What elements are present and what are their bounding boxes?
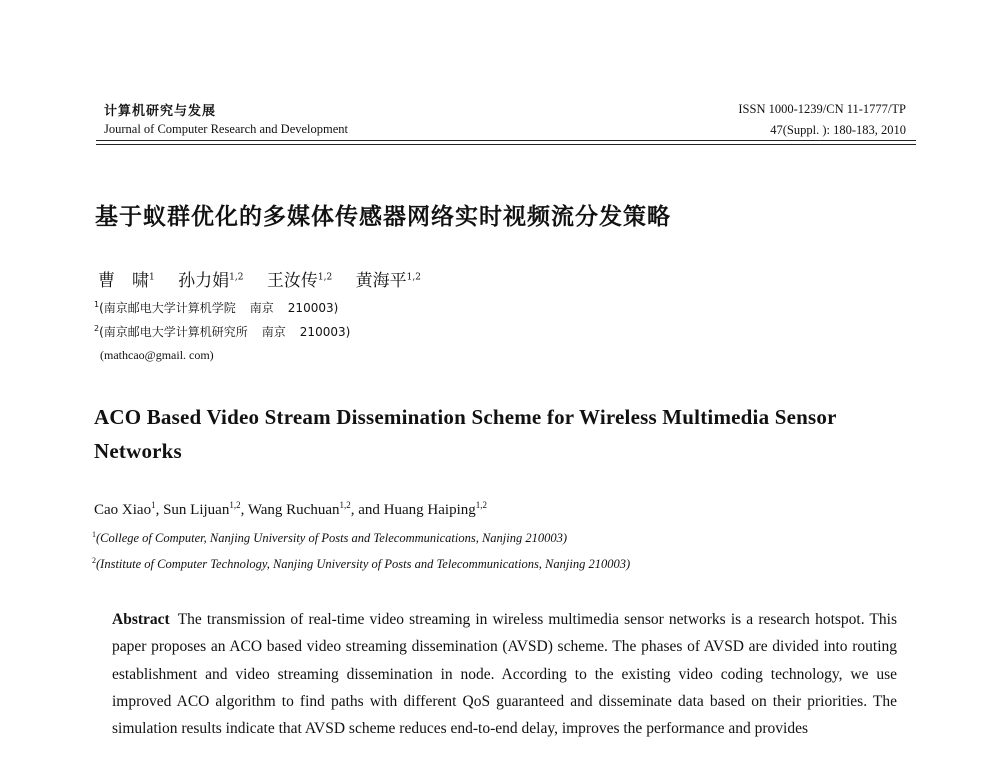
issn-line: ISSN 1000-1239/CN 11-1777/TP	[738, 102, 906, 116]
author-cn: 孙力娟$^{1,2}$	[178, 271, 244, 291]
header-rule-thin	[96, 144, 916, 145]
author-en: Wang Ruchuan$^{1,2}$, and	[247, 500, 384, 518]
author-en: Cao Xiao$^1$,	[94, 500, 164, 518]
header-rule	[96, 140, 916, 141]
author-cn: 黄海平$^{1,2}$	[355, 271, 421, 291]
author-en: Sun Lijuan$^{1,2}$,	[163, 500, 248, 518]
author-email: (mathcao@gmail. com)	[100, 348, 214, 362]
volume-line: 47(Suppl. ): 180-183, 2010	[770, 123, 906, 137]
affiliation-en: $^2$(Institute of Computer Technology, Nanjing University of Posts and Telecommunications, Nanjing 210003)	[92, 556, 631, 572]
paper-title-en: ACO Based Video Stream Dissemination Scheme for Wireless Multimedia Sensor Networks	[94, 405, 837, 463]
author-en: Huang Haiping$^{1,2}$	[383, 500, 487, 518]
affiliation-en: $^1$(College of Computer, Nanjing University of Posts and Telecommunications, Nanjing 210003)	[92, 530, 568, 546]
author-list-cn	[98, 266, 439, 291]
paper-title-cn: 基于蚁群优化的多媒体传感器网络实时视频流分发策略	[95, 204, 671, 230]
author-cn: 王汝传$^{1,2}$	[266, 271, 333, 291]
abstract-paragraph	[112, 606, 897, 742]
affiliation-cn: $^2$(南京邮电大学计算机研究所 南京 210003)	[94, 324, 351, 339]
affiliation-cn: $^1$(南京邮电大学计算机学院 南京 210003)	[94, 300, 339, 315]
author-list-en	[94, 500, 487, 519]
abstract-text: The transmission of real-time video streaming in wireless multimedia sensor networks is a research hotspot. This paper proposes an ACO based video streaming dissemination (AVSD) scheme. The phases of AVSD are divided into routing establishment and video streaming dissemination in node. According to the existing video coding technology, we use improved ACO algorithm to find paths with different QoS guaranteed and disseminate data based on their priorities. The simulation results indicate that AVSD scheme reduces end-to-end delay, improves the performance and provides	[112, 611, 897, 738]
journal-title-en: Journal of Computer Research and Development	[104, 122, 349, 136]
abstract-label: Abstract	[112, 611, 170, 628]
journal-title-cn: 计算机研究与发展	[104, 104, 217, 119]
author-cn: 曹 啸$^1$	[98, 271, 155, 291]
